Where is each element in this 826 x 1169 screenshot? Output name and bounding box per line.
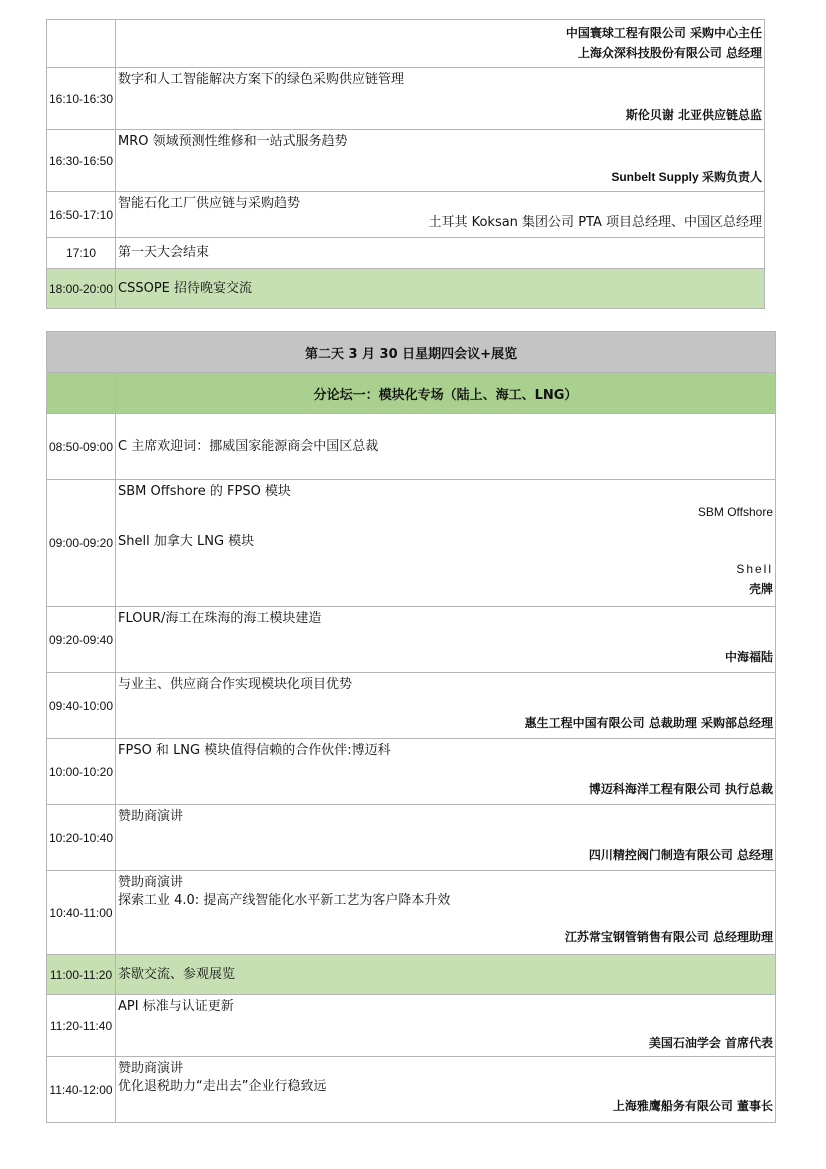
- content-cell: [116, 20, 765, 68]
- speaker-text: 上海雅鹰船务有限公司 董事长: [612, 1099, 774, 1113]
- time-cell: 16:30-16:50: [47, 130, 116, 192]
- content-cell: [116, 607, 776, 673]
- speaker-text: 博迈科海洋工程有限公司 执行总裁: [588, 782, 774, 796]
- content-cell: [116, 805, 776, 871]
- speaker-text: 四川精控阀门制造有限公司 总经理: [588, 848, 774, 862]
- time-cell: 11:40-12:00: [47, 1057, 116, 1123]
- speaker-text: 中海福陆: [725, 650, 774, 664]
- table-row: [47, 739, 776, 805]
- session-title: API 标准与认证更新: [118, 999, 234, 1014]
- table-row: [47, 130, 765, 192]
- day-header-row: [47, 332, 776, 373]
- table-row: [47, 805, 776, 871]
- time-cell: 09:20-09:40: [47, 607, 116, 673]
- schedule-table-day2: [46, 331, 776, 1123]
- table-row: [47, 871, 776, 955]
- content-cell: [116, 414, 776, 480]
- speaker-text: 土耳其 Koksan 集团公司 PTA 项目总经理、中国区总经理: [428, 215, 762, 230]
- table-row: [47, 955, 776, 995]
- time-cell: 11:00-11:20: [47, 955, 116, 995]
- session-title: 第一天大会结束: [118, 245, 210, 260]
- time-cell: [47, 373, 116, 414]
- session-title: 探索工业 4.0: 提高产线智能化水平新工艺为客户降本升效: [118, 893, 451, 908]
- table-row: [47, 414, 776, 480]
- forum-title: 分论坛一：模块化专场（陆上、海工、LNG）: [116, 373, 776, 414]
- speaker-text: 中国寰球工程有限公司 采购中心主任: [565, 26, 762, 40]
- session-title: 智能石化工厂供应链与采购趋势: [118, 196, 301, 211]
- forum-header-row: [47, 373, 776, 414]
- time-cell: 08:50-09:00: [47, 414, 116, 480]
- session-title: SBM Offshore 的 FPSO 模块: [118, 484, 291, 499]
- session-title: 赞助商演讲: [118, 875, 184, 890]
- table-row: [47, 995, 776, 1057]
- content-cell: [116, 673, 776, 739]
- table-row: [47, 20, 765, 68]
- time-cell: 09:00-09:20: [47, 480, 116, 607]
- table-row: [47, 68, 765, 130]
- table-row: [47, 238, 765, 269]
- session-title: CSSOPE 招待晚宴交流: [118, 280, 252, 296]
- content-cell: [116, 480, 776, 607]
- time-cell: 11:20-11:40: [47, 995, 116, 1057]
- time-cell: 10:00-10:20: [47, 739, 116, 805]
- time-cell: 16:10-16:30: [47, 68, 116, 130]
- session-title: 赞助商演讲: [118, 1061, 184, 1076]
- session-title: 茶歇交流、参观展览: [118, 966, 236, 982]
- table-row: [47, 673, 776, 739]
- speaker-text: 上海众深科技股份有限公司 总经理: [577, 46, 762, 60]
- table-row: [47, 607, 776, 673]
- content-cell: [116, 68, 765, 130]
- time-cell: 17:10: [47, 238, 116, 269]
- schedule-table-day1: [46, 19, 765, 309]
- session-title: 与业主、供应商合作实现模块化项目优势: [118, 677, 353, 692]
- speaker-text: 斯伦贝谢 北亚供应链总监: [625, 108, 762, 122]
- time-cell: 10:40-11:00: [47, 871, 116, 955]
- session-title: MRO 领域预测性维修和一站式服务趋势: [118, 134, 348, 149]
- content-cell: [116, 192, 765, 238]
- time-cell: 09:40-10:00: [47, 673, 116, 739]
- content-cell: [116, 269, 765, 309]
- table-row: [47, 1057, 776, 1123]
- content-cell: [116, 130, 765, 192]
- content-cell: [116, 1057, 776, 1123]
- time-cell: [47, 20, 116, 68]
- content-cell: [116, 955, 776, 995]
- table-row: [47, 269, 765, 309]
- session-title: 数字和人工智能解决方案下的绿色采购供应链管理: [118, 72, 405, 87]
- session-title: 优化退税助力“走出去”企业行稳致远: [118, 1079, 327, 1094]
- speaker-text: 江苏常宝钢管销售有限公司 总经理助理: [564, 930, 774, 944]
- table-row: [47, 192, 765, 238]
- speaker-text: 壳牌: [749, 582, 774, 596]
- session-title: C 主席欢迎词：挪威国家能源商会中国区总裁: [118, 438, 379, 454]
- content-cell: [116, 995, 776, 1057]
- content-cell: [116, 739, 776, 805]
- session-title: Shell 加拿大 LNG 模块: [118, 534, 255, 549]
- speaker-text: Sunbelt Supply 采购负责人: [611, 170, 762, 184]
- content-cell: [116, 871, 776, 955]
- time-cell: 10:20-10:40: [47, 805, 116, 871]
- speaker-text: 美国石油学会 首席代表: [648, 1036, 774, 1050]
- day-title: 第二天 3 月 30 日星期四会议+展览: [47, 332, 776, 373]
- speaker-text: SBM Offshore: [697, 505, 774, 519]
- session-title: FPSO 和 LNG 模块值得信赖的合作伙伴:博迈科: [118, 743, 391, 758]
- speaker-text: 惠生工程中国有限公司 总裁助理 采购部总经理: [524, 716, 774, 730]
- table-row: [47, 480, 776, 607]
- time-cell: 18:00-20:00: [47, 269, 116, 309]
- session-title: FLOUR/海工在珠海的海工模块建造: [118, 611, 322, 626]
- time-cell: 16:50-17:10: [47, 192, 116, 238]
- content-cell: [116, 238, 765, 269]
- speaker-text: Shell: [736, 562, 774, 576]
- session-title: 赞助商演讲: [118, 809, 184, 824]
